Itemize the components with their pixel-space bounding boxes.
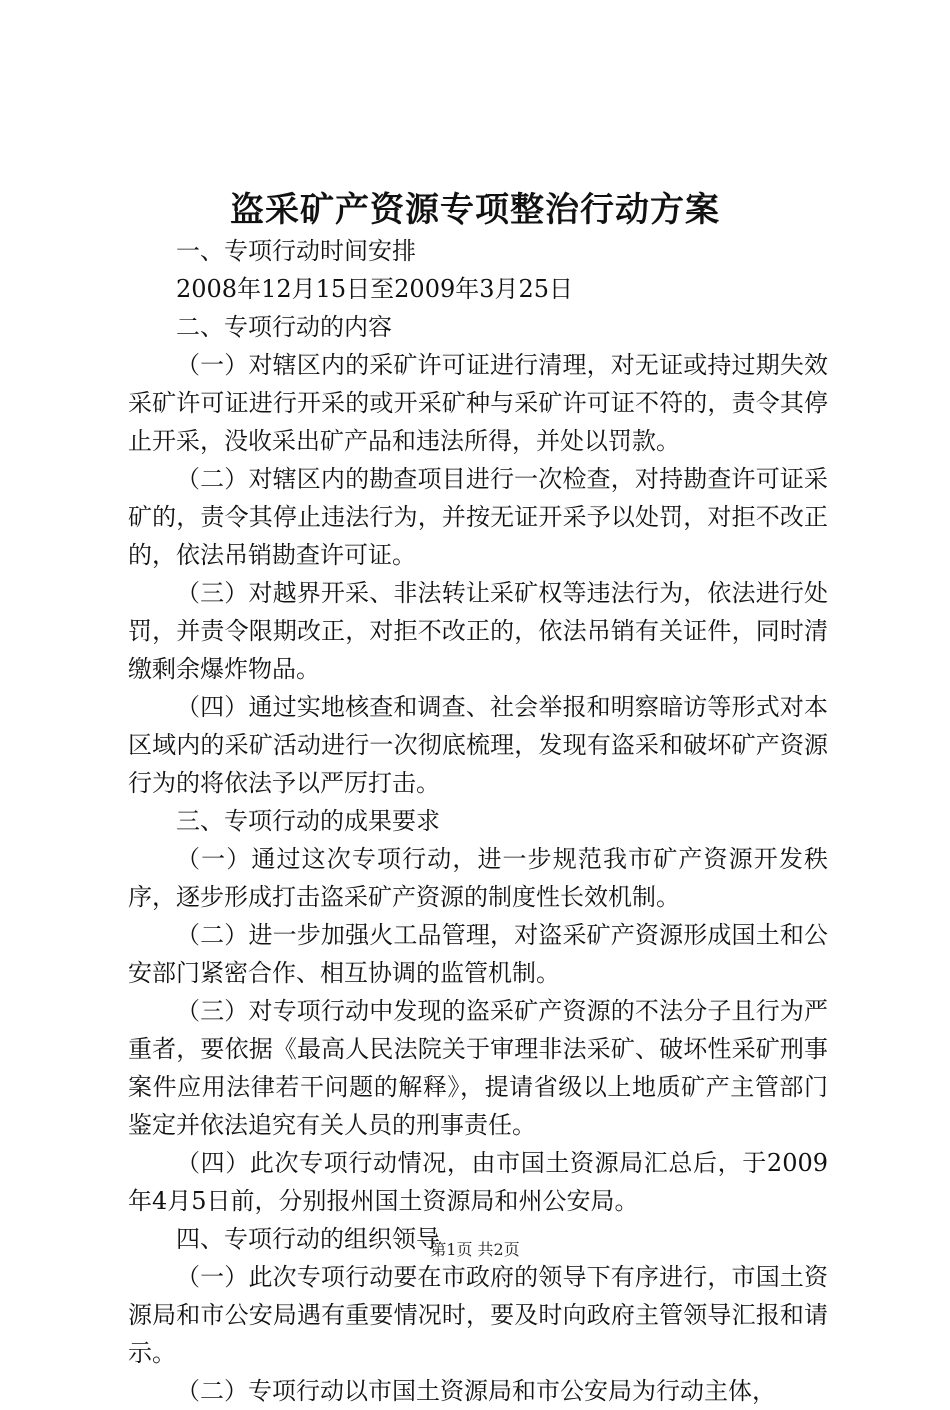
section-heading-2: 二、专项行动的内容 — [176, 313, 392, 341]
section-heading-3: 三、专项行动的成果要求 — [176, 807, 440, 835]
paragraph: （三）对专项行动中发现的盗采矿产资源的不法分子且行为严重者，要依据《最高人民法院关于审理非法采矿、破坏性采矿刑事案件应用法律若干问题的解释》，提请省级以上地质矿产主管部门鉴定并依法追究有关人员的刑事责任。 — [128, 997, 828, 1139]
paragraph: （二）进一步加强火工品管理，对盗采矿产资源形成国土和公安部门紧密合作、相互协调的监管机制。 — [128, 921, 828, 987]
section-heading-4: 四、专项行动的组织领导 — [176, 1225, 440, 1253]
document-title: 盗采矿产资源专项整治行动方案 — [230, 190, 720, 230]
paragraph: （四）此次专项行动情况，由市国土资源局汇总后，于2009年4月5日前，分别报州国土资源局和州公安局。 — [128, 1149, 828, 1215]
schedule-date-range: 2008年12月15日至2009年3月25日 — [176, 275, 574, 303]
section-heading-1: 一、专项行动时间安排 — [176, 237, 416, 265]
page-footer: 第1页 共2页 — [430, 1240, 520, 1259]
document-body — [128, 232, 828, 1410]
paragraph: （一）通过这次专项行动，进一步规范我市矿产资源开发秩序，逐步形成打击盗采矿产资源的制度性长效机制。 — [128, 845, 828, 911]
paragraph: （三）对越界开采、非法转让采矿权等违法行为，依法进行处罚，并责令限期改正，对拒不改正的，依法吊销有关证件，同时清缴剩余爆炸物品。 — [128, 579, 828, 683]
paragraph: （二）对辖区内的勘查项目进行一次检查，对持勘查许可证采矿的，责令其停止违法行为，并按无证开采予以处罚，对拒不改正的，依法吊销勘查许可证。 — [128, 465, 828, 569]
paragraph: （二）专项行动以市国土资源局和市公安局为行动主体， — [176, 1377, 776, 1405]
paragraph: （一）此次专项行动要在市政府的领导下有序进行，市国土资源局和市公安局遇有重要情况时，要及时向政府主管领导汇报和请示。 — [128, 1263, 828, 1367]
paragraph: （一）对辖区内的采矿许可证进行清理，对无证或持过期失效采矿许可证进行开采的或开采矿种与采矿许可证不符的，责令其停止开采，没收采出矿产品和违法所得，并处以罚款。 — [128, 351, 828, 455]
paragraph: （四）通过实地核查和调查、社会举报和明察暗访等形式对本区域内的采矿活动进行一次彻底梳理，发现有盗采和破坏矿产资源行为的将依法予以严厉打击。 — [128, 693, 828, 797]
